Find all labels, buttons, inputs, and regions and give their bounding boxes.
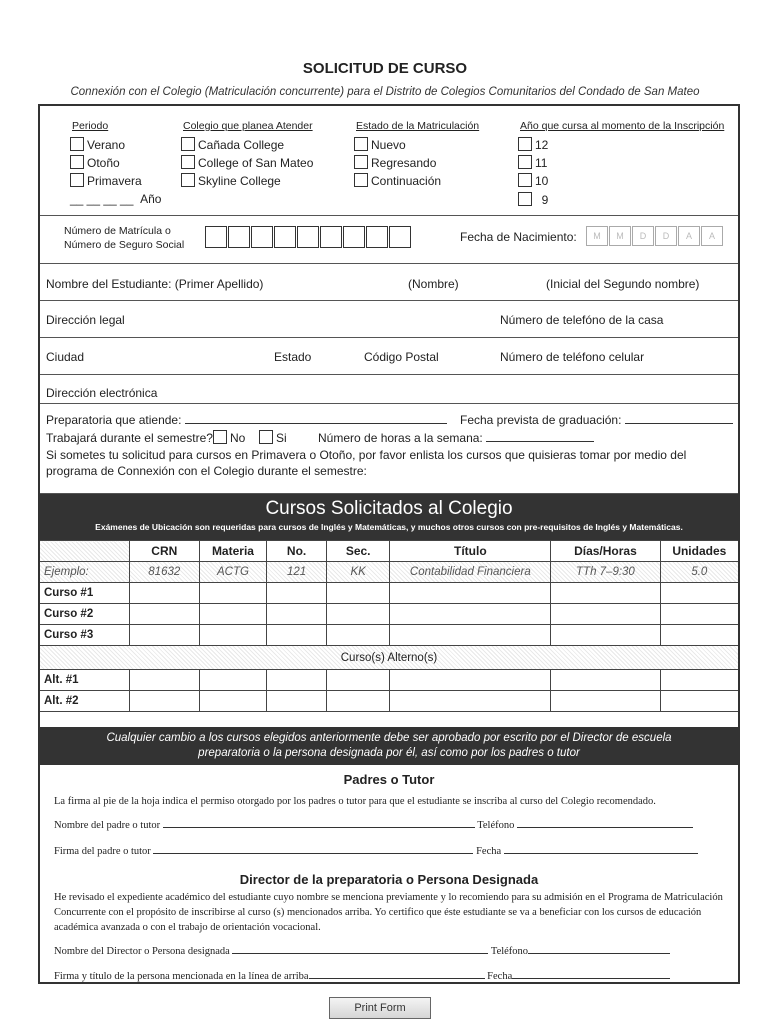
change-notice: Cualquier cambio a los cursos elegidos anteriormente debe ser aprobado por escrito por el Director de escuela preparatoria o la persona designada por él, así como por los padres o tutor	[40, 727, 738, 765]
cell-phone-label: Número de teléfono celular	[500, 350, 645, 364]
option-otono[interactable]: Otoño	[70, 155, 120, 170]
table-row[interactable]: Curso #2	[40, 604, 738, 625]
director-signature-row[interactable]: Firma y título de la persona mencionada en la línea de arriba Fecha	[54, 969, 728, 984]
email-label: Dirección electrónica	[46, 386, 158, 400]
id-section	[40, 216, 738, 264]
form-subtitle: Connexión con el Colegio (Matriculación concurrente) para el Distrito de Colegios Comunitarios del Condado de San Mateo	[70, 86, 700, 98]
checkbox[interactable]	[518, 173, 532, 187]
estado-heading: Estado de la Matriculación	[356, 120, 480, 132]
courses-subheading: Exámenes de Ubicación son requeridas para cursos de Inglés y Matemáticas, y muchos otros cursos con pre-requisitos de Inglés y Matemáticas.	[95, 522, 683, 532]
courses-table	[40, 540, 738, 712]
option-canada[interactable]: Cañada College	[181, 137, 284, 152]
director-name-row[interactable]: Nombre del Director o Persona designada Teléfono	[54, 944, 728, 959]
enrollment-options-section	[40, 106, 738, 216]
print-form-button[interactable]: Print Form	[329, 997, 431, 1019]
semester-note: Si sometes tu solicitud para cursos en Primavera o Otoño, por favor enlista los cursos que quisieras tomar por medio del programa de Connexión con el Colegio durante el semestre:	[46, 448, 687, 478]
option-regresando[interactable]: Regresando	[354, 155, 436, 170]
option-continuacion[interactable]: Continuación	[354, 173, 441, 188]
student-name-row[interactable]	[40, 264, 738, 301]
checkbox[interactable]	[181, 155, 195, 169]
col-titulo: Título	[390, 541, 551, 562]
option-grade-9[interactable]: 9	[518, 192, 548, 207]
parent-heading: Padres o Tutor	[343, 772, 435, 787]
col-no: No.	[267, 541, 327, 562]
option-grade-10[interactable]: 10	[518, 173, 548, 188]
dob-input[interactable]: M M D D A A	[586, 226, 724, 246]
col-unidades: Unidades	[660, 541, 738, 562]
option-primavera[interactable]: Primavera	[70, 173, 142, 188]
checkbox[interactable]	[70, 173, 84, 187]
year-field[interactable]: __ __ __ __ Año	[70, 192, 162, 206]
grad-date-field[interactable]: Fecha prevista de graduación:	[460, 413, 733, 427]
form-frame	[38, 104, 740, 984]
table-row[interactable]: Alt. #1	[40, 670, 738, 691]
form-title: SOLICITUD DE CURSO	[302, 60, 468, 77]
parent-name-row[interactable]: Nombre del padre o tutor Teléfono	[54, 818, 728, 833]
address-label: Dirección legal	[46, 313, 125, 327]
checkbox[interactable]	[259, 430, 273, 444]
checkbox[interactable]	[354, 173, 368, 187]
checkbox[interactable]	[354, 155, 368, 169]
address-row[interactable]	[40, 301, 738, 338]
matricula-label-1: Número de Matrícula o	[64, 225, 171, 237]
checkbox[interactable]	[354, 137, 368, 151]
checkbox[interactable]	[181, 137, 195, 151]
courses-heading: Cursos Solicitados al Colegio	[265, 498, 513, 519]
table-row[interactable]: Curso #1	[40, 583, 738, 604]
table-row[interactable]: Curso #3	[40, 625, 738, 646]
option-verano[interactable]: Verano	[70, 137, 125, 152]
courses-banner	[40, 494, 738, 540]
high-school-field[interactable]: Preparatoria que atiende:	[46, 413, 447, 427]
matricula-label-2: Número de Seguro Social	[64, 239, 185, 251]
director-heading: Director de la preparatoria o Persona Designada	[239, 872, 539, 887]
option-grade-12[interactable]: 12	[518, 137, 548, 152]
option-grade-11[interactable]: 11	[518, 155, 547, 170]
option-csm[interactable]: College of San Mateo	[181, 155, 313, 170]
periodo-heading: Periodo	[72, 120, 109, 132]
city-label: Ciudad	[46, 350, 85, 364]
checkbox[interactable]	[181, 173, 195, 187]
student-middle-label: (Inicial del Segundo nombre)	[546, 277, 700, 291]
example-row: Ejemplo: 81632 ACTG 121 KK Contabilidad Financiera TTh 7–9:30 5.0	[40, 562, 738, 583]
alt-heading-row	[40, 646, 738, 670]
alt-heading: Curso(s) Alterno(s)	[40, 646, 738, 670]
student-lastname-label: Nombre del Estudiante: (Primer Apellido)	[46, 277, 264, 291]
dob-label: Fecha de Nacimiento:	[460, 230, 577, 244]
col-sec: Sec.	[326, 541, 390, 562]
zip-label: Código Postal	[364, 350, 439, 364]
work-si-option[interactable]: Si	[259, 430, 287, 445]
email-row[interactable]	[40, 375, 738, 404]
work-question: Trabajará durante el semestre?	[46, 431, 213, 445]
table-row[interactable]: Alt. #2	[40, 691, 738, 712]
checkbox[interactable]	[70, 137, 84, 151]
parent-text: La firma al pie de la hoja indica el permiso otorgado por los padres o tutor para que el estudiante se inscriba al curso del Colegio recomendado.	[54, 796, 656, 807]
home-phone-label: Número de telefóno de la casa	[500, 313, 664, 327]
state-label: Estado	[274, 350, 312, 364]
col-crn: CRN	[129, 541, 199, 562]
checkbox[interactable]	[70, 155, 84, 169]
school-section	[40, 404, 738, 494]
col-materia: Materia	[199, 541, 267, 562]
city-row[interactable]	[40, 338, 738, 375]
work-no-option[interactable]: No	[213, 430, 245, 445]
matricula-input[interactable]	[205, 226, 412, 248]
checkbox[interactable]	[518, 155, 532, 169]
option-nuevo[interactable]: Nuevo	[354, 137, 406, 152]
colegio-heading: Colegio que planea Atender	[183, 120, 313, 132]
grado-heading: Año que cursa al momento de la Inscripción	[520, 120, 725, 132]
checkbox[interactable]	[213, 430, 227, 444]
checkbox[interactable]	[518, 192, 532, 206]
student-firstname-label: (Nombre)	[408, 277, 459, 291]
hours-field[interactable]: Número de horas a la semana:	[318, 431, 594, 445]
director-text: He revisado el expediente académico del estudiante cuyo nombre se menciona previamente y lo recomiendo para su admisión en el Programa de Matriculación Concurrente con el propósito de inscribirse al curso (s) mencionados arriba. Yo certifico que éste estudiante se va a beneficiar con los cursos de educación académica avanzada o con el trabajo de orientación vocacional.	[54, 892, 723, 933]
option-skyline[interactable]: Skyline College	[181, 173, 281, 188]
col-dias: Días/Horas	[551, 541, 660, 562]
parent-signature-row[interactable]: Firma del padre o tutor Fecha	[54, 844, 728, 859]
table-header-row	[40, 541, 738, 562]
checkbox[interactable]	[518, 137, 532, 151]
